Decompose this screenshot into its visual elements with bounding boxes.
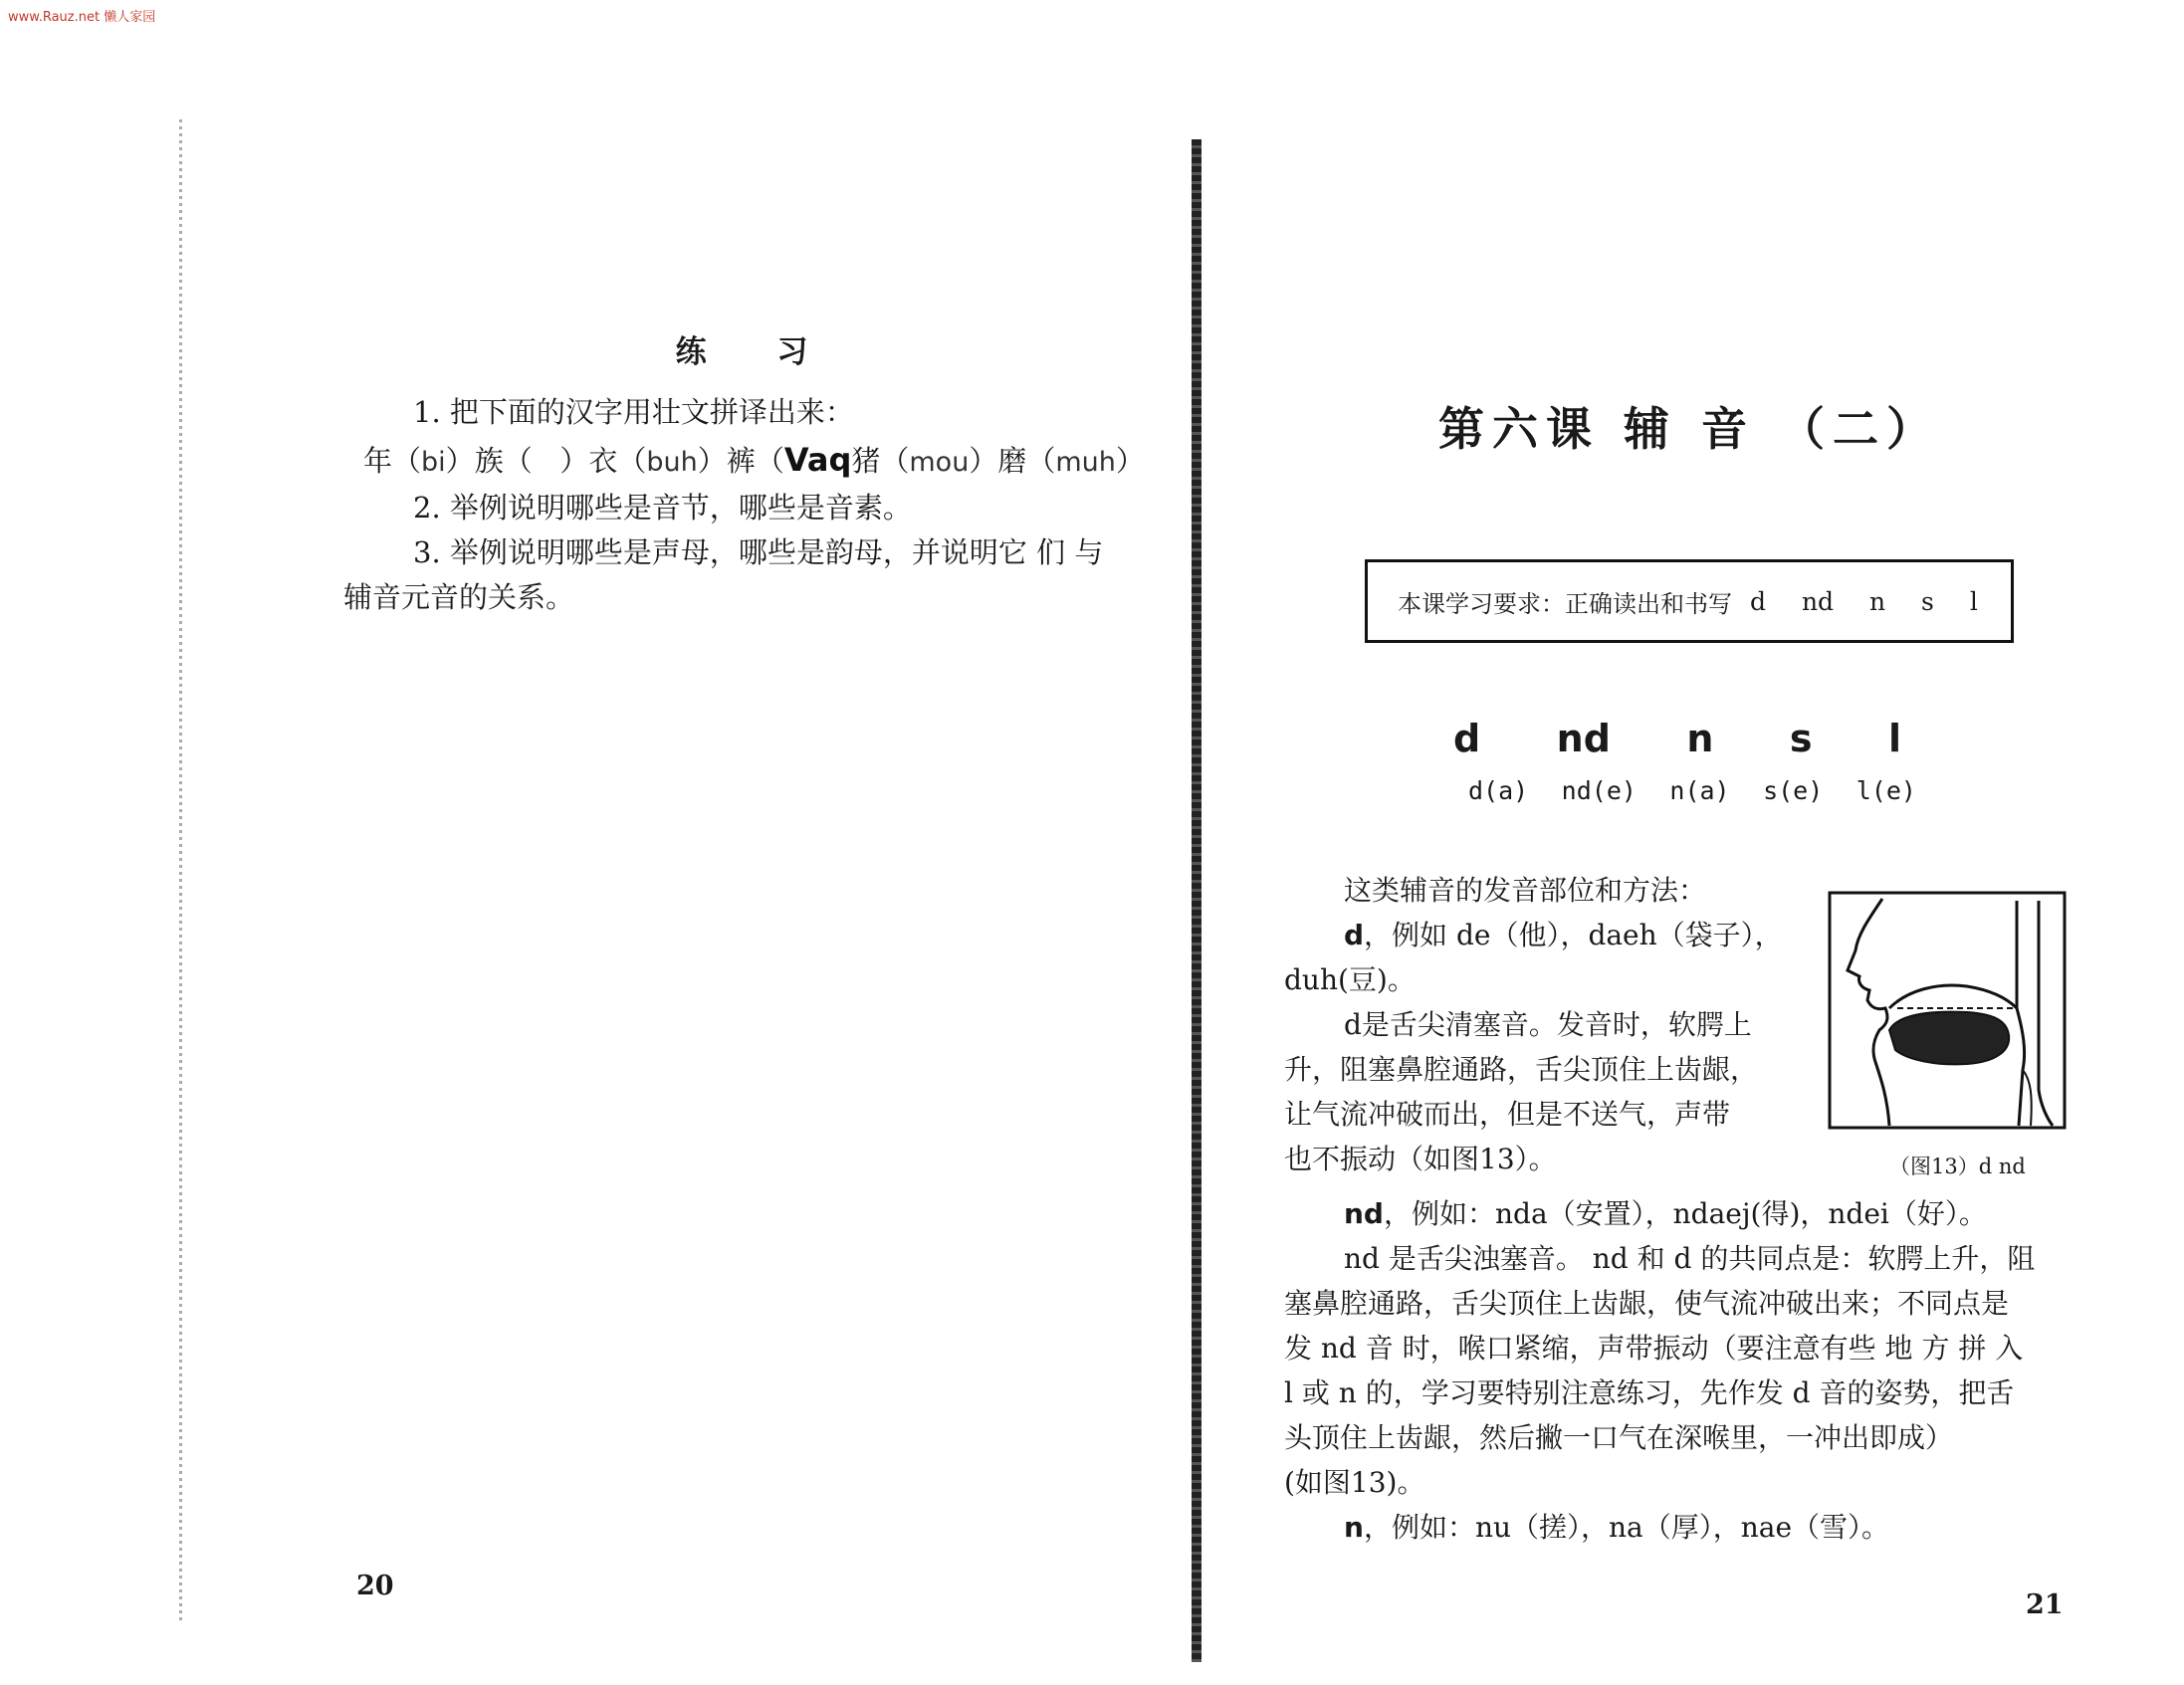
handwritten-answer: Vaq bbox=[783, 440, 852, 479]
exercise-item-3-cont: 辅音元音的关系。 bbox=[343, 579, 575, 614]
book-spine bbox=[1192, 139, 1201, 1662]
exercise-item-1: 1. 把下面的汉字用壮文拼译出来： bbox=[413, 395, 854, 430]
d-example-line bbox=[1284, 913, 1802, 957]
nd-desc: (如图13)。 bbox=[1284, 1466, 1425, 1499]
d-desc: 升，阻塞鼻腔通路，舌尖顶住上齿龈， bbox=[1284, 1053, 1759, 1086]
requirement-label: 本课学习要求：正确读出和书写 bbox=[1398, 589, 1732, 618]
handwritten-answer: buh bbox=[646, 446, 698, 478]
watermark: www.Rauz.net 懒人家园 bbox=[8, 10, 156, 25]
fill-char: 衣 bbox=[588, 443, 618, 478]
exercise-item-3: 3. 举例说明哪些是声母，哪些是韵母，并说明它 们 与 bbox=[413, 534, 1104, 569]
mouth-cross-section-diagram bbox=[1828, 891, 2067, 1130]
consonant: n bbox=[1686, 717, 1714, 760]
handwritten-answer: mou bbox=[909, 446, 970, 478]
example-syllable: nd(e) bbox=[1561, 776, 1637, 805]
nd-head: nd bbox=[1344, 1197, 1384, 1230]
nd-desc: 头顶住上齿龈，然后撇一口气在深喉里，一冲出即成） bbox=[1284, 1421, 1954, 1454]
nd-example-line bbox=[1284, 1191, 2100, 1236]
page-number-right: 21 bbox=[2026, 1589, 2064, 1620]
example-syllable: l(e) bbox=[1856, 776, 1916, 805]
consonant: s bbox=[1789, 717, 1813, 760]
nd-desc: nd 是舌尖浊塞音。 nd 和 d 的共同点是：软腭上升，阻 bbox=[1344, 1242, 2036, 1275]
exercise-item-2: 2. 举例说明哪些是音节，哪些是音素。 bbox=[413, 490, 912, 525]
handwritten-answer: muh bbox=[1055, 446, 1116, 478]
consonant: l bbox=[1887, 717, 1901, 760]
exercise-heading: 练 习 bbox=[675, 334, 838, 370]
consonant-row bbox=[1453, 717, 1901, 760]
nd-desc: 发 nd 音 时，喉口紧缩，声带振动（要注意有些 地 方 拼 入 bbox=[1284, 1332, 2024, 1365]
d-example-cont: duh(豆)。 bbox=[1284, 963, 1416, 996]
nd-example: ，例如：nda（安置），ndaej(得)，ndei（好）。 bbox=[1383, 1197, 1987, 1230]
body-text-upper bbox=[1284, 868, 1802, 1181]
requirement-box bbox=[1365, 559, 2014, 643]
page-number-left: 20 bbox=[356, 1571, 394, 1601]
example-syllable: s(e) bbox=[1763, 776, 1824, 805]
requirement-letters: d nd n s l bbox=[1750, 586, 1978, 616]
fill-char: 磨 bbox=[997, 443, 1027, 478]
example-syllable: n(a) bbox=[1669, 776, 1730, 805]
fill-char: 年 bbox=[363, 443, 393, 478]
figure-caption: （图13）d nd bbox=[1889, 1155, 2026, 1178]
consonant: nd bbox=[1556, 717, 1611, 760]
example-syllable: d(a) bbox=[1468, 776, 1529, 805]
example-row bbox=[1468, 776, 1916, 805]
intro-line: 这类辅音的发音部位和方法： bbox=[1344, 874, 1707, 907]
fill-in-line: 年（bi）族（ ）衣（buh）裤（Vaq猪（mou）磨（muh） bbox=[363, 440, 1145, 479]
fill-char: 猪 bbox=[851, 443, 881, 478]
d-head: d bbox=[1344, 919, 1365, 951]
fill-char: 裤 bbox=[726, 443, 756, 478]
body-text-lower bbox=[1284, 1191, 2100, 1550]
fill-char: 族 bbox=[474, 443, 504, 478]
d-desc: 让气流冲破而出，但是不送气，声带 bbox=[1284, 1098, 1731, 1131]
d-desc: 也不振动（如图13）。 bbox=[1284, 1143, 1557, 1175]
nd-desc: 塞鼻腔通路，舌尖顶住上齿龈，使气流冲破出来；不同点是 bbox=[1284, 1287, 2010, 1320]
left-page bbox=[343, 328, 1170, 620]
n-head: n bbox=[1344, 1511, 1364, 1544]
n-example-line bbox=[1284, 1505, 2100, 1550]
consonant: d bbox=[1453, 717, 1481, 760]
d-example: ，例如 de（他），daeh（袋子）， bbox=[1364, 919, 1783, 951]
nd-desc: l 或 n 的，学习要特别注意练习，先作发 d 音的姿势，把舌 bbox=[1284, 1376, 2015, 1409]
lesson-title: 第六课 辅 音 （二） bbox=[1438, 402, 1941, 456]
page-edge bbox=[179, 119, 182, 1622]
d-desc: d是舌尖清塞音。发音时，软腭上 bbox=[1344, 1008, 1752, 1041]
handwritten-answer: bi bbox=[421, 446, 446, 478]
n-example: ，例如：nu（搓），na（厚），nae（雪）。 bbox=[1363, 1511, 1890, 1544]
